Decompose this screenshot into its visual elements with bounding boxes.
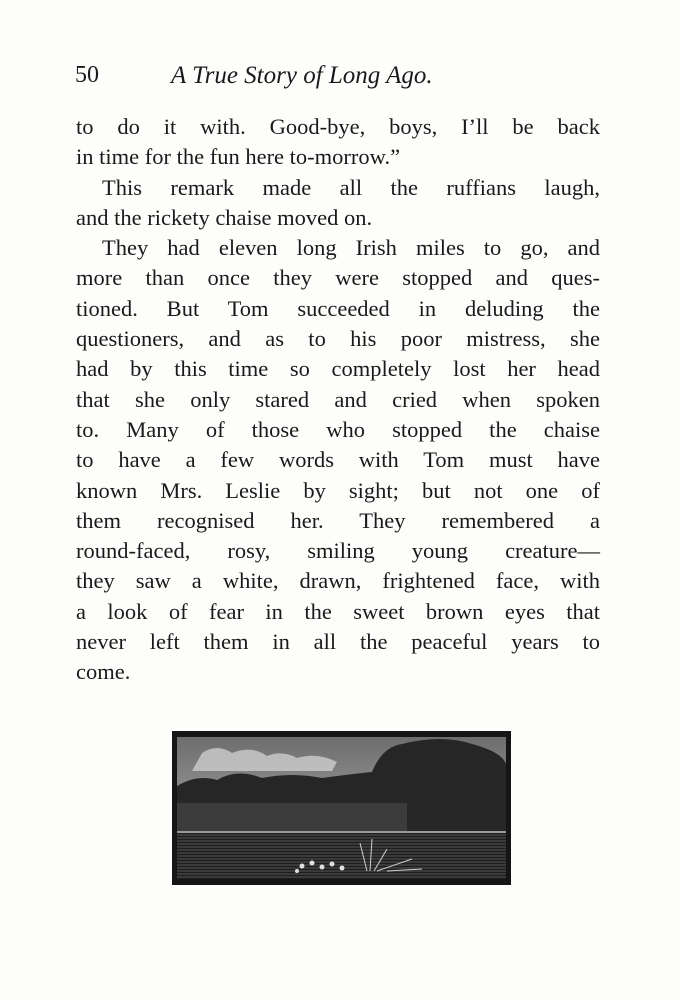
text-line: tioned. But Tom succeeded in deluding the xyxy=(76,295,600,321)
text-line: They had eleven long Irish miles to go, and xyxy=(102,235,600,261)
text-line: come. xyxy=(76,659,131,685)
page-number: 50 xyxy=(75,62,99,88)
text-line: never left them in all the peaceful years to xyxy=(76,629,600,655)
text-line: questioners, and as to his poor mistress, she xyxy=(76,326,600,352)
body-text xyxy=(76,112,600,688)
text-line: them recognised her. They remembered a xyxy=(76,507,600,533)
text-line: that she only stared and cried when spoken xyxy=(76,386,600,412)
text-line: in time for the fun here to-morrow.” xyxy=(76,144,401,170)
landscape-illustration xyxy=(172,731,511,885)
text-line: they saw a white, drawn, frightened face, with xyxy=(76,568,600,594)
running-title: A True Story of Long Ago. xyxy=(171,62,433,89)
text-line: to do it with. Good-bye, boys, I’ll be back xyxy=(76,114,600,139)
text-line: to have a few words with Tom must have xyxy=(76,447,600,473)
text-line: known Mrs. Leslie by sight; but not one of xyxy=(76,477,600,503)
text-line: to. Many of those who stopped the chaise xyxy=(76,416,600,442)
text-line: This remark made all the ruffians laugh, xyxy=(102,174,600,200)
text-line: and the rickety chaise moved on. xyxy=(76,204,373,230)
text-line: round-faced, rosy, smiling young creature— xyxy=(76,538,600,564)
text-line: more than once they were stopped and ques- xyxy=(76,265,600,291)
text-line: a look of fear in the sweet brown eyes that xyxy=(76,598,600,624)
text-line: had by this time so completely lost her head xyxy=(76,356,600,382)
